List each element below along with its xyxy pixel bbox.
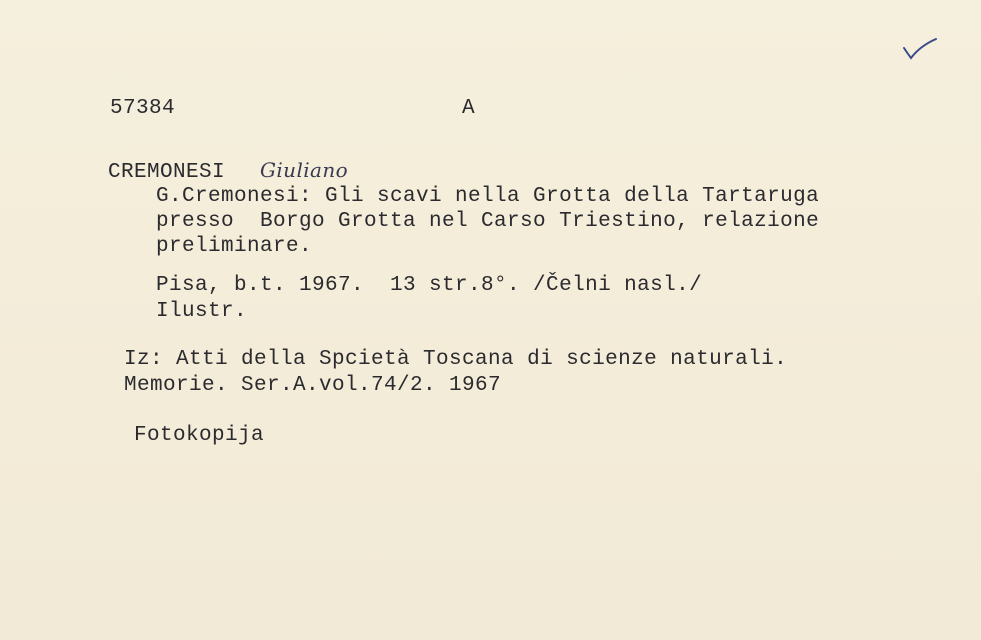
card-number: 57384 — [110, 97, 176, 120]
checkmark-icon — [902, 36, 938, 62]
author-surname: CREMONESI — [108, 161, 226, 184]
imprint-line-2: Ilustr. — [156, 300, 248, 323]
title-line-1: G.Cremonesi: Gli scavi nella Grotta della Tartaruga — [156, 185, 820, 208]
note: Fotokopija — [134, 424, 265, 447]
author-given-handwritten: Giuliano — [260, 158, 349, 182]
title-line-3: preliminare. — [156, 235, 313, 258]
title-line-2: presso Borgo Grotta nel Carso Triestino, relazione — [156, 210, 820, 233]
source-line-2: Memorie. Ser.A.vol.74/2. 1967 — [124, 374, 502, 397]
imprint-line-1: Pisa, b.t. 1967. 13 str.8°. /Čelni nasl./ — [156, 274, 703, 297]
card-letter: A — [462, 97, 476, 120]
source-line-1: Iz: Atti della Spcietà Toscana di scienze naturali. — [124, 348, 788, 371]
